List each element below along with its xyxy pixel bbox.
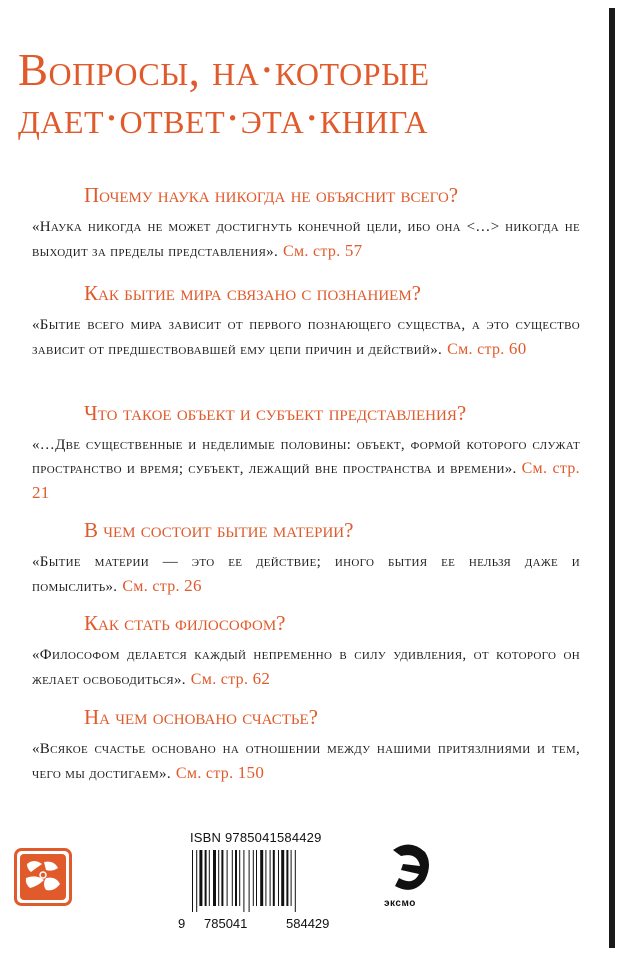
qa-block-3	[0, 400, 604, 506]
barcode-bar	[196, 850, 197, 912]
question-5: Как стать философом?	[84, 611, 286, 635]
barcode-bar	[253, 850, 254, 906]
page-ref-6	[176, 765, 264, 782]
isbn-label: ISBN 9785041584429	[190, 830, 322, 845]
publisher-name: эксмо	[384, 898, 416, 909]
answer-6	[32, 737, 580, 786]
page-ref-number: 150	[237, 763, 265, 782]
barcode-bar	[273, 850, 275, 906]
page-ref-5	[191, 671, 270, 688]
series-logo-icon	[14, 848, 72, 906]
page-ref-label: См. стр.	[190, 671, 249, 688]
answer-5-text: «Философом делается каждый непременно в силу удивления, от которого он желает освободиться».	[32, 647, 580, 688]
barcode-digits-right: 584429	[286, 916, 330, 931]
page-ref-number: 26	[184, 576, 202, 595]
barcode-bar	[265, 850, 266, 906]
question-1: Почему наука никогда не объяснит всего?	[84, 183, 459, 207]
barcode-bar	[249, 850, 250, 912]
barcode-digits-left: 785041	[204, 916, 248, 931]
barcode-bar	[213, 850, 216, 906]
barcode-bar	[295, 850, 296, 912]
answer-5	[32, 643, 580, 692]
page-ref-1	[283, 243, 362, 260]
answer-4-text: «Бытие материи — это ее действие; иного бытия ее нельзя даже и помыслить».	[32, 554, 580, 595]
barcode	[178, 850, 368, 914]
page-ref-number: 21	[32, 483, 50, 502]
barcode-bar	[218, 850, 219, 906]
eksmo-logo-icon	[387, 840, 433, 896]
barcode-bar	[286, 850, 288, 906]
answer-3	[32, 433, 580, 506]
answer-4	[32, 550, 580, 599]
page-ref-label: См. стр.	[447, 341, 505, 358]
answer-2-text: «Бытие всего мира зависит от первого познающего существа, а это существо зависит от предшествовавшей ему цепи причин и действий».	[32, 317, 580, 358]
page-ref-label: См. стр.	[521, 460, 580, 477]
page-ref-4	[122, 578, 201, 595]
barcode-bar	[199, 850, 202, 906]
answer-6-text: «Всякое счастье основано на отношении между нашими притязлниями и тем, чего мы достигаем».	[32, 741, 580, 782]
barcode-bar	[205, 850, 207, 906]
answer-3-text: «…Две существенные и неделимые половины: объект, формой которого служат пространство и время; субъект, лежащий вне пространства и времени».	[32, 437, 580, 477]
title-line-2: дает·ответ·эта·книга	[18, 93, 428, 143]
page-ref-label: См. стр.	[122, 578, 180, 595]
answer-1	[32, 215, 580, 264]
spine-edge-line	[609, 8, 615, 948]
page-ref-number: 62	[252, 669, 271, 688]
barcode-bar	[243, 850, 244, 912]
qa-block-4	[0, 517, 604, 599]
page-ref-number: 60	[508, 339, 527, 358]
barcode-bar	[232, 850, 233, 906]
barcode-bar	[256, 850, 257, 906]
page-title	[18, 46, 598, 142]
answer-1-text: «Наука никогда не может достигнуть конечной цели, ибо она <…> никогда не выходит за пределы представления».	[32, 219, 580, 260]
barcode-bar	[291, 850, 292, 906]
qa-block-6	[0, 704, 604, 786]
barcode-bar	[227, 850, 228, 906]
question-2: Как бытие мира связано с познанием?	[84, 281, 421, 305]
question-6: На чем основано счастье?	[84, 705, 318, 729]
barcode-digit-first: 9	[178, 916, 186, 931]
answer-2	[32, 313, 580, 362]
barcode-bar	[278, 850, 279, 906]
qa-block-2	[0, 280, 604, 362]
page-ref-2	[447, 341, 526, 358]
question-3: Что такое объект и субъект представления?	[84, 401, 467, 425]
barcode-bar	[281, 850, 284, 906]
barcode-bar	[192, 850, 193, 912]
page-ref-label: См. стр.	[283, 243, 341, 260]
page-ref-number: 57	[344, 241, 363, 260]
page-ref-label: См. стр.	[175, 765, 234, 782]
qa-block-5	[0, 610, 604, 692]
barcode-bar	[270, 850, 271, 906]
title-line-1: Вопросы, на·которые	[18, 45, 430, 95]
question-4: В чем состоит бытие материи?	[84, 518, 354, 542]
qa-block-1	[0, 182, 604, 264]
barcode-bar	[239, 850, 240, 906]
barcode-bar	[209, 850, 210, 906]
barcode-bar	[235, 850, 237, 906]
barcode-bar	[221, 850, 223, 906]
barcode-bar	[260, 850, 263, 906]
